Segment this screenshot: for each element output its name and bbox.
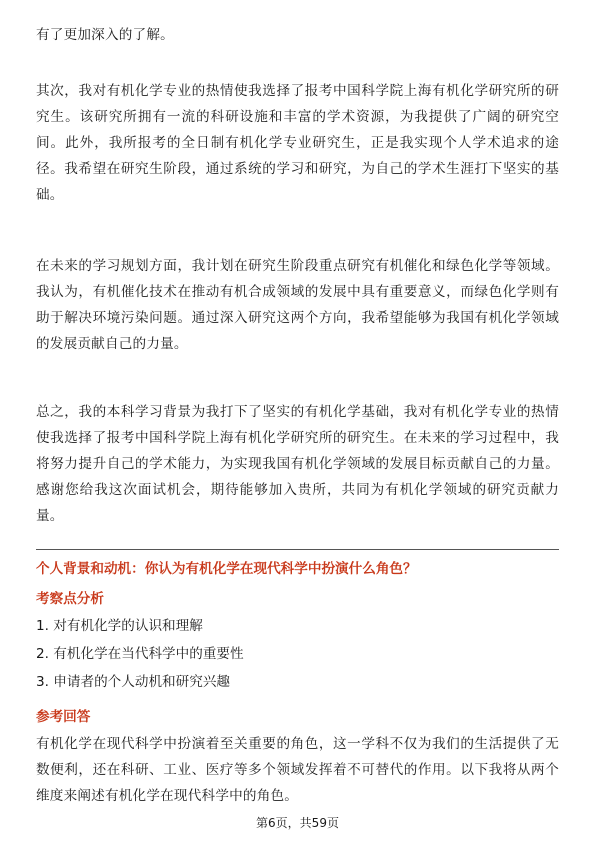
- answer-heading: 参考回答: [36, 709, 91, 725]
- answer-paragraph: 有机化学在现代科学中扮演着至关重要的角色，这一学科不仅为我们的生活提供了无数便利，还在科研、工业、医疗等多个领域发挥着不可替代的作用。以下我将从两个维度来阐述有机化学在现代科学中的角色。: [36, 736, 559, 804]
- page-number-footer: 第6页，共59页: [256, 816, 339, 830]
- paragraph-study-plan: 在未来的学习规划方面，我计划在研究生阶段重点研究有机催化和绿色化学等领域。我认为，有机催化技术在推动有机合成领域的发展中具有重要意义，而绿色化学则有助于解决环境污染问题。通过深入研究这两个方向，我希望能够为我国有机化学领域的发展贡献自己的力量。: [36, 258, 559, 352]
- analysis-heading: 考察点分析: [36, 591, 104, 607]
- interview-question: 个人背景和动机：你认为有机化学在现代科学中扮演什么角色？: [36, 561, 417, 577]
- analysis-point: 3. 申请者的个人动机和研究兴趣: [36, 674, 231, 690]
- paragraph-conclusion: 总之，我的本科学习背景为我打下了坚实的有机化学基础，我对有机化学专业的热情使我选择了报考中国科学院上海有机化学研究所的研究生。在未来的学习过程中，我将努力提升自己的学术能力，为实现我国有机化学领域的发展目标贡献自己的力量。感谢您给我这次面试机会，期待能够加入贵所，共同为有机化学领域的研究贡献力量。: [36, 404, 559, 524]
- section-divider: [36, 549, 559, 550]
- analysis-point: 1. 对有机化学的认识和理解: [36, 618, 203, 634]
- analysis-point: 2. 有机化学在当代科学中的重要性: [36, 646, 244, 662]
- paragraph-continuation: 有了更加深入的了解。: [36, 27, 174, 43]
- paragraph-motivation: 其次，我对有机化学专业的热情使我选择了报考中国科学院上海有机化学研究所的研究生。该研究所拥有一流的科研设施和丰富的学术资源，为我提供了广阔的研究空间。此外，我所报考的全日制有机化学专业研究生，正是我实现个人学术追求的途径。我希望在研究生阶段，通过系统的学习和研究，为自己的学术生涯打下坚实的基础。: [36, 83, 559, 203]
